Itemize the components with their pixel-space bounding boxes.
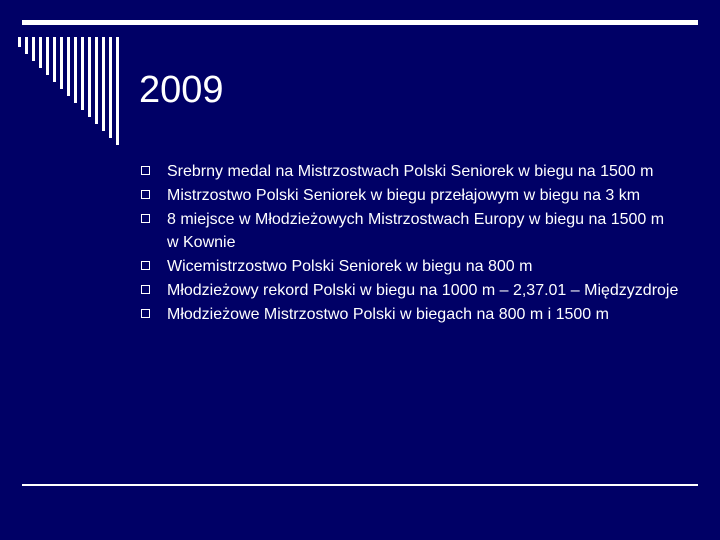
- square-bullet-icon: [141, 309, 150, 318]
- stripe: [88, 37, 91, 117]
- bullet-list: [140, 160, 680, 327]
- bottom-divider: [22, 484, 698, 486]
- stripe: [116, 37, 119, 145]
- list-item: [140, 208, 680, 254]
- stripe: [67, 37, 70, 96]
- stripe: [95, 37, 98, 124]
- stripe: [25, 37, 28, 54]
- bullet-text: Młodzieżowy rekord Polski w biegu na 1000 m – 2,37.01 – Międzyzdroje: [167, 282, 679, 299]
- bullet-text: Srebrny medal na Mistrzostwach Polski Seniorek w biegu na 1500 m: [167, 163, 654, 180]
- stripe: [60, 37, 63, 89]
- stripe: [81, 37, 84, 110]
- stripe: [32, 37, 35, 61]
- bullet-text: 8 miejsce w Młodzieżowych Mistrzostwach Europy w biegu na 1500 m w Kownie: [167, 211, 665, 251]
- stripe: [102, 37, 105, 131]
- top-divider: [22, 20, 698, 25]
- square-bullet-icon: [141, 285, 150, 294]
- list-item: [140, 184, 680, 207]
- square-bullet-icon: [141, 261, 150, 270]
- square-bullet-icon: [141, 166, 150, 175]
- slide-title: 2009: [139, 69, 224, 111]
- stripe: [74, 37, 77, 103]
- square-bullet-icon: [141, 214, 150, 223]
- stripe: [53, 37, 56, 82]
- square-bullet-icon: [141, 190, 150, 199]
- bullet-text: Mistrzostwo Polski Seniorek w biegu przełajowym w biegu na 3 km: [167, 187, 641, 204]
- bullet-text: Młodzieżowe Mistrzostwo Polski w biegach na 800 m i 1500 m: [167, 306, 609, 323]
- bullet-text: Wicemistrzostwo Polski Seniorek w biegu na 800 m: [167, 258, 533, 275]
- list-item: [140, 160, 680, 183]
- stripe: [18, 37, 21, 47]
- list-item: [140, 303, 680, 326]
- stripe: [46, 37, 49, 75]
- stripe: [109, 37, 112, 138]
- stripe: [39, 37, 42, 68]
- list-item: [140, 255, 680, 278]
- list-item: [140, 279, 680, 302]
